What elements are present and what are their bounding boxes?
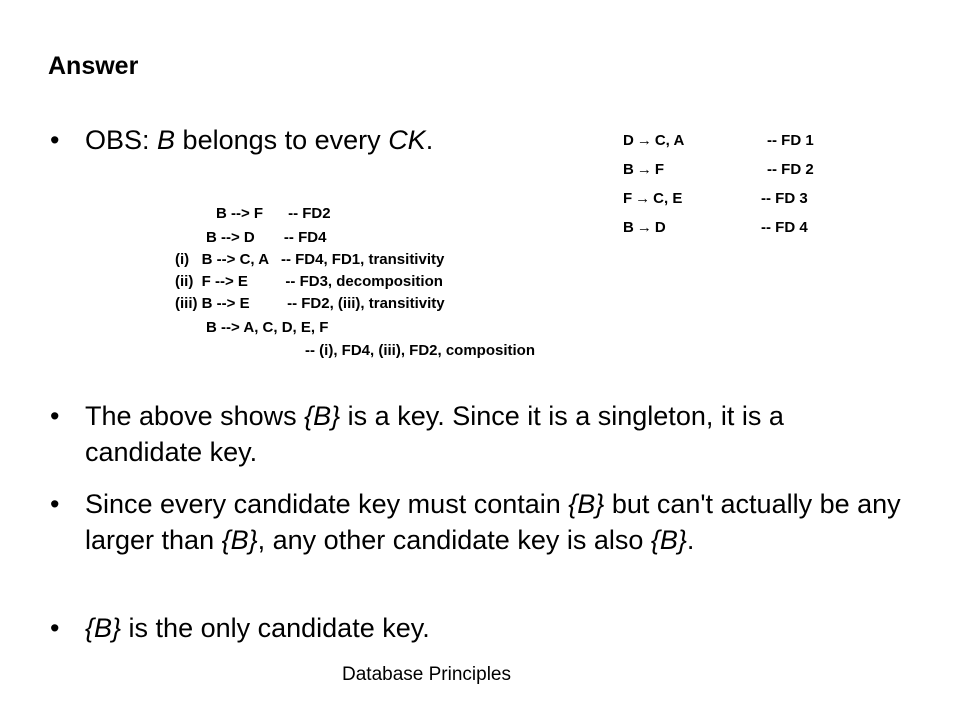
bullet-dot: •: [50, 401, 60, 431]
derivation-line: (i) B --> C, A -- FD4, FD1, transitivity: [175, 251, 445, 268]
fd-lhs: D: [623, 132, 634, 149]
derivation-line: (ii) F --> E -- FD3, decomposition: [175, 273, 443, 290]
bullet-emphasis: {B}: [568, 489, 605, 519]
bullet-run: The above shows: [85, 401, 305, 431]
bullet-emphasis: B: [157, 125, 176, 155]
bullet-dot: •: [50, 125, 60, 155]
derivation-line: B --> F -- FD2: [216, 205, 331, 222]
arrow-right-icon: →: [636, 132, 652, 149]
bullet-emphasis: {B}: [650, 525, 687, 555]
derivation-line: B --> D -- FD4: [206, 229, 327, 246]
fd-rhs: F: [654, 161, 665, 178]
fd-rhs: C, E: [653, 190, 683, 207]
bullet-run: , any other candidate key is also: [257, 525, 651, 555]
bullet-dot: •: [50, 489, 60, 519]
arrow-right-icon: →: [636, 161, 652, 178]
bullet-run: is the only candidate key.: [121, 613, 430, 643]
slide-title: Answer: [48, 52, 139, 80]
fd-lhs: B: [623, 161, 634, 178]
bullet-emphasis: {B}: [221, 525, 258, 555]
arrow-right-icon: →: [635, 190, 651, 207]
fd-label: -- FD 4: [761, 219, 808, 236]
fd-lhs: F: [623, 190, 633, 207]
bullet-run: Since every candidate key must contain: [85, 489, 569, 519]
bullet-run: .: [686, 525, 695, 555]
fd-label: -- FD 2: [767, 161, 814, 178]
bullet-run: but can't actually be any larger than: [85, 489, 901, 555]
slide-footer: Database Principles: [342, 664, 511, 685]
bullet-emphasis: CK: [388, 125, 426, 155]
bullet-item-only: [50, 610, 905, 646]
bullet-item-contain: [50, 486, 905, 558]
bullet-run: OBS:: [85, 125, 158, 155]
bullet-text: [85, 398, 905, 470]
derivation-line: -- (i), FD4, (iii), FD2, composition: [305, 342, 535, 359]
derivation-line: B --> A, C, D, E, F: [206, 319, 329, 336]
bullet-emphasis: {B}: [304, 401, 341, 431]
bullet-emphasis: {B}: [85, 613, 122, 643]
derivation-line: (iii) B --> E -- FD2, (iii), transitivity: [175, 295, 445, 312]
bullet-text: [85, 486, 905, 558]
bullet-text: [85, 610, 905, 646]
fd-label: -- FD 1: [767, 132, 814, 149]
arrow-right-icon: →: [636, 219, 652, 236]
fd-rhs: C, A: [654, 132, 685, 149]
fd-label: -- FD 3: [761, 190, 808, 207]
bullet-run: is a key. Since it is a singleton, it is a candidate key.: [85, 401, 784, 467]
bullet-item-key: [50, 398, 905, 470]
bullet-run: .: [425, 125, 434, 155]
bullet-run: belongs to every: [175, 125, 389, 155]
fd-rhs: D: [654, 219, 666, 236]
fd-lhs: B: [623, 219, 634, 236]
bullet-dot: •: [50, 613, 60, 643]
